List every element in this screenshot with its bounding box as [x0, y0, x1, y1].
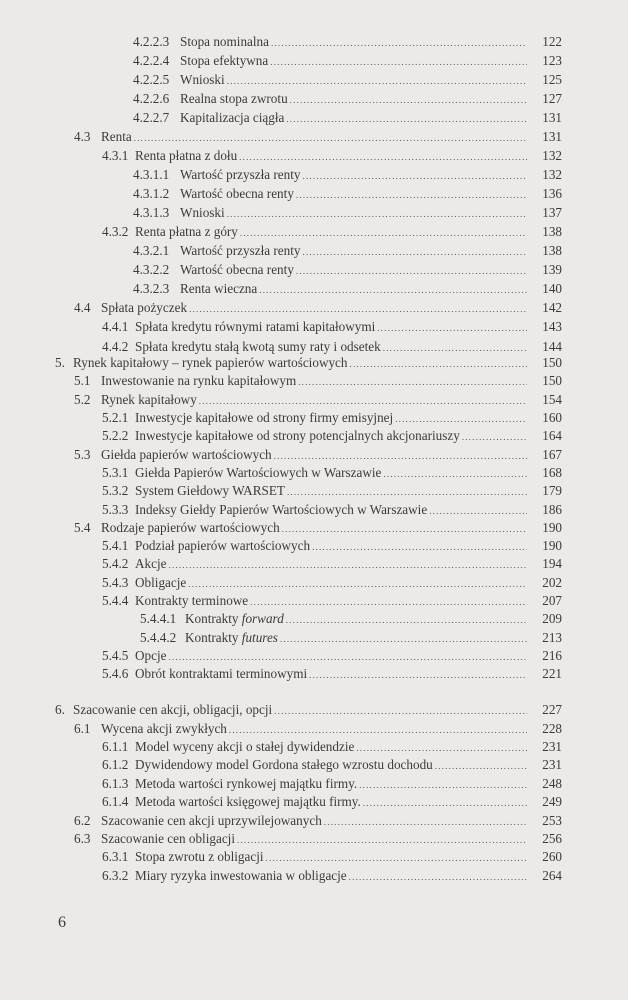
toc-entry	[0, 793, 628, 811]
toc-entry	[0, 409, 628, 427]
entry-title-text: Stopa nominalna	[180, 33, 270, 49]
entry-page: 167	[542, 446, 562, 462]
entry-title	[180, 243, 303, 259]
dot-leader	[282, 524, 527, 534]
toc-section-4-continued	[0, 32, 628, 356]
toc-section-6	[0, 701, 628, 885]
entry-number: 5.1	[74, 373, 91, 389]
toc-entry	[0, 318, 628, 337]
entry-title-text: Podział papierów wartościowych	[135, 538, 311, 554]
entry-number: 4.3.2.1	[133, 243, 170, 259]
entry-page: 160	[542, 410, 562, 426]
entry-page: 136	[542, 186, 562, 202]
toc-entry	[0, 464, 628, 482]
entry-title-text: Realna stopa zwrotu	[180, 90, 288, 106]
entry-title	[73, 355, 350, 371]
entry-title-text: Szacowanie cen akcji uprzywilejowanych	[101, 812, 322, 828]
entry-number: 5.4.4.1	[140, 611, 177, 627]
dot-leader	[237, 835, 527, 845]
entry-title	[101, 447, 274, 463]
dot-leader	[303, 171, 527, 181]
entry-page: 231	[542, 757, 562, 773]
entry-number: 4.2.2.5	[133, 71, 170, 87]
entry-title	[101, 392, 199, 408]
entry-title-text: Kapitalizacja ciągła	[180, 109, 285, 125]
entry-title	[135, 502, 429, 518]
entry-page: 131	[542, 109, 562, 125]
dot-leader	[169, 560, 528, 570]
entry-title-text: Wartość przyszła renty	[180, 166, 301, 182]
entry-number: 4.4.2	[102, 338, 129, 354]
dot-leader	[169, 652, 528, 662]
page-number: 6	[58, 914, 66, 931]
dot-leader	[349, 872, 527, 882]
entry-page: 202	[542, 574, 562, 590]
toc-entry	[0, 848, 628, 866]
entry-title-text: System Giełdowy WARSET	[135, 483, 285, 499]
toc-entry	[0, 261, 628, 280]
toc-entry	[0, 537, 628, 555]
entry-title-text: Renta wieczna	[180, 281, 258, 297]
entry-number: 4.3.2.2	[133, 262, 170, 278]
entry-page: 132	[542, 147, 562, 163]
toc-entry	[0, 445, 628, 463]
entry-page: 140	[542, 281, 562, 297]
toc-entry	[0, 299, 628, 318]
entry-title-text: Obligacje	[135, 574, 187, 590]
toc-entry	[0, 574, 628, 592]
entry-page: 194	[542, 556, 562, 572]
entry-title	[135, 465, 383, 481]
dot-leader	[271, 38, 527, 48]
entry-page: 144	[542, 338, 562, 354]
entry-page: 190	[542, 519, 562, 535]
entry-page: 150	[542, 373, 562, 389]
entry-title-italic: forward	[241, 611, 284, 627]
entry-number: 4.3.1.2	[133, 186, 170, 202]
entry-title-text: Stopa zwrotu z obligacji	[135, 849, 264, 865]
entry-number: 5.3	[74, 446, 91, 462]
entry-title-text: Inwestycje kapitałowe od strony potencjalnych akcjonariuszy	[135, 428, 460, 444]
dot-leader	[383, 469, 527, 479]
entry-number: 6.2	[74, 812, 91, 828]
entry-title-text: Wnioski	[180, 71, 225, 87]
entry-page: 143	[542, 319, 562, 335]
toc-entry	[0, 830, 628, 848]
dot-leader	[227, 209, 527, 219]
toc-entry	[0, 701, 628, 719]
entry-page: 138	[542, 243, 562, 259]
dot-leader	[270, 57, 527, 67]
dot-leader	[298, 377, 527, 387]
entry-page: 227	[542, 702, 562, 718]
toc-entry	[0, 427, 628, 445]
entry-page: 137	[542, 205, 562, 221]
entry-title	[135, 648, 169, 664]
toc-entry	[0, 719, 628, 737]
entry-number: 5.4	[74, 519, 91, 535]
toc-entry	[0, 738, 628, 756]
entry-title-text: Miary ryzyka inwestowania w obligacje	[135, 867, 347, 883]
entry-title-text: Wnioski	[180, 205, 225, 221]
entry-title-text: Inwestowanie na rynku kapitałowym	[101, 373, 297, 389]
entry-title-text: Giełda Papierów Wartościowych w Warszawie	[135, 464, 382, 480]
entry-title-text: Spłata pożyczek	[101, 300, 188, 316]
dot-leader	[290, 95, 527, 105]
dot-leader	[350, 359, 527, 369]
entry-title-text: Opcje	[135, 647, 167, 663]
dot-leader	[189, 304, 527, 314]
entry-number: 5.4.6	[102, 666, 129, 682]
dot-leader	[188, 579, 527, 589]
entry-title	[180, 262, 296, 278]
entry-title-text: Kontrakty terminowe	[135, 593, 249, 608]
entry-number: 6.1.2	[102, 757, 129, 773]
toc-entry	[0, 32, 628, 51]
entry-title	[185, 630, 280, 646]
entry-number: 5.4.4.2	[140, 629, 177, 645]
entry-title	[135, 776, 359, 792]
entry-title-text: Szacowanie cen obligacji	[101, 830, 236, 846]
entry-number: 4.4	[74, 300, 91, 316]
entry-page: 264	[542, 867, 562, 883]
entry-title-text: Rodzaje papierów wartościowych	[101, 519, 280, 535]
toc-entry	[0, 165, 628, 184]
entry-number: 5.4.3	[102, 574, 129, 590]
entry-title	[135, 148, 239, 164]
entry-title	[180, 281, 259, 297]
entry-title	[101, 300, 189, 316]
entry-page: 132	[542, 166, 562, 182]
entry-number: 5.2	[74, 391, 91, 407]
entry-number: 4.4.1	[102, 319, 129, 335]
toc-entry	[0, 127, 628, 146]
entry-title	[135, 319, 377, 335]
dot-leader	[286, 114, 527, 124]
entry-number: 6.	[55, 702, 65, 718]
dot-leader	[359, 780, 527, 790]
entry-title	[135, 428, 462, 444]
dot-leader	[324, 817, 527, 827]
toc-entry	[0, 146, 628, 165]
entry-page: 249	[542, 794, 562, 810]
entry-title	[135, 757, 435, 773]
entry-page: 228	[542, 720, 562, 736]
dot-leader	[363, 798, 527, 808]
entry-number: 6.1.4	[102, 794, 129, 810]
entry-title	[135, 868, 349, 884]
toc-entry	[0, 610, 628, 628]
entry-title-text: Wartość przyszła renty	[180, 243, 301, 259]
entry-number: 4.2.2.3	[133, 33, 170, 49]
entry-title	[135, 339, 383, 355]
entry-title	[180, 205, 227, 221]
toc-entry	[0, 185, 628, 204]
entry-number: 6.1.1	[102, 738, 129, 754]
entry-title-text: Rynek kapitałowy – rynek papierów wartościowych	[73, 355, 348, 371]
toc-entry	[0, 775, 628, 793]
toc-entry	[0, 108, 628, 127]
toc-entry	[0, 665, 628, 683]
dot-leader	[239, 152, 527, 162]
entry-page: 179	[542, 483, 562, 499]
entry-number: 5.4.5	[102, 647, 129, 663]
entry-title-text: Spłata kredytu równymi ratami kapitałowymi	[135, 319, 376, 335]
entry-title-text: Metoda wartości księgowej majątku firmy.	[135, 794, 361, 810]
dot-leader	[199, 396, 527, 406]
entry-page: 190	[542, 538, 562, 554]
entry-page: 209	[542, 611, 562, 627]
entry-number: 4.2.2.6	[133, 90, 170, 106]
entry-title-text: Indeksy Giełdy Papierów Wartościowych w Warszawie	[135, 501, 428, 517]
dot-leader	[296, 266, 527, 276]
entry-number: 4.3.1.3	[133, 205, 170, 221]
toc-entry	[0, 647, 628, 665]
entry-number: 6.3.1	[102, 849, 129, 865]
entry-title	[180, 72, 227, 88]
entry-title-text: Szacowanie cen akcji, obligacji, opcji	[73, 702, 273, 718]
toc-entry	[0, 223, 628, 242]
dot-leader	[287, 487, 527, 497]
entry-number: 5.2.1	[102, 410, 129, 426]
entry-title	[135, 538, 312, 554]
entry-page: 216	[542, 647, 562, 663]
entry-title	[135, 739, 356, 755]
entry-title-text: Stopa efektywna	[180, 52, 269, 68]
entry-page: 231	[542, 738, 562, 754]
entry-page: 256	[542, 830, 562, 846]
toc-entry	[0, 70, 628, 89]
toc-entry	[0, 628, 628, 646]
entry-title-text: Renta	[101, 128, 132, 144]
toc-entry	[0, 51, 628, 70]
entry-page: 260	[542, 849, 562, 865]
entry-page: 122	[542, 33, 562, 49]
entry-number: 5.3.3	[102, 501, 129, 517]
entry-page: 127	[542, 90, 562, 106]
entry-title	[180, 167, 303, 183]
entry-number: 5.	[55, 355, 65, 371]
entry-title	[135, 575, 188, 591]
entry-title-text: Akcje	[135, 556, 167, 572]
entry-title	[135, 224, 240, 240]
dot-leader	[266, 853, 527, 863]
entry-page: 221	[542, 666, 562, 682]
entry-page: 150	[542, 355, 562, 371]
entry-number: 4.3	[74, 128, 91, 144]
entry-title	[101, 129, 134, 145]
entry-number: 4.3.2.3	[133, 281, 170, 297]
entry-number: 6.1	[74, 720, 91, 736]
dot-leader	[303, 247, 527, 257]
toc-entry	[0, 500, 628, 518]
entry-title	[185, 611, 286, 627]
toc-entry	[0, 204, 628, 223]
toc-entry	[0, 391, 628, 409]
entry-page: 186	[542, 501, 562, 517]
entry-number: 4.3.1.1	[133, 166, 170, 182]
dot-leader	[435, 761, 527, 771]
entry-title	[180, 186, 296, 202]
entry-title-text: Renta płatna z dołu	[135, 147, 238, 163]
entry-title	[135, 556, 169, 572]
entry-page: 138	[542, 224, 562, 240]
toc-entry	[0, 482, 628, 500]
dot-leader	[240, 228, 527, 238]
dot-leader	[309, 670, 527, 680]
entry-title-text: Model wyceny akcji o stałej dywidendzie	[135, 738, 355, 754]
entry-title	[101, 520, 282, 536]
toc-entry	[0, 354, 628, 372]
entry-title-text: Inwestycje kapitałowe od strony firmy emisyjnej	[135, 410, 394, 426]
entry-title	[73, 702, 274, 718]
toc-entry	[0, 242, 628, 261]
entry-title	[135, 666, 309, 682]
dot-leader	[383, 343, 527, 353]
entry-page: 213	[542, 629, 562, 645]
entry-title	[180, 53, 270, 69]
dot-leader	[395, 414, 527, 424]
dot-leader	[227, 76, 527, 86]
dot-leader	[429, 506, 527, 516]
entry-number: 4.3.1	[102, 147, 129, 163]
entry-title-text: Wartość obecna renty	[180, 262, 294, 278]
entry-title	[101, 721, 229, 737]
dot-leader	[259, 285, 527, 295]
entry-title-text: Obrót kontraktami terminowymi	[135, 666, 308, 682]
entry-number: 5.4.1	[102, 538, 129, 554]
entry-title-text: Renta płatna z góry	[135, 224, 238, 240]
entry-title	[135, 593, 250, 609]
toc-entry	[0, 811, 628, 829]
entry-title	[135, 849, 266, 865]
entry-page: 123	[542, 52, 562, 68]
toc-entry	[0, 89, 628, 108]
entry-number: 5.3.2	[102, 483, 129, 499]
toc-entry	[0, 756, 628, 774]
dot-leader	[280, 634, 527, 644]
toc-entry	[0, 519, 628, 537]
entry-page: 125	[542, 71, 562, 87]
entry-title-text: Wycena akcji zwykłych	[101, 720, 227, 736]
entry-number: 5.4.2	[102, 556, 129, 572]
entry-number: 4.2.2.4	[133, 52, 170, 68]
entry-title-text: Wartość obecna renty	[180, 186, 294, 202]
entry-title	[180, 110, 286, 126]
entry-number: 6.3	[74, 830, 91, 846]
toc-entry	[0, 592, 628, 610]
dot-leader	[229, 725, 527, 735]
entry-number: 6.1.3	[102, 775, 129, 791]
entry-title-text: Giełda papierów wartościowych	[101, 446, 272, 462]
entry-number: 4.2.2.7	[133, 109, 170, 125]
entry-title-text: Spłata kredytu stałą kwotą sumy raty i odsetek	[135, 338, 381, 354]
dot-leader	[274, 451, 527, 461]
toc-entry	[0, 280, 628, 299]
entry-page: 164	[542, 428, 562, 444]
toc-entry	[0, 867, 628, 885]
entry-page: 142	[542, 300, 562, 316]
entry-title	[180, 91, 290, 107]
entry-page: 131	[542, 128, 562, 144]
entry-number: 5.3.1	[102, 464, 129, 480]
entry-title	[101, 813, 324, 829]
dot-leader	[134, 133, 527, 143]
dot-leader	[462, 432, 527, 442]
dot-leader	[377, 323, 527, 333]
entry-title-text: Kontrakty	[185, 629, 242, 645]
entry-number: 6.3.2	[102, 867, 129, 883]
dot-leader	[356, 743, 527, 753]
toc-entry	[0, 555, 628, 573]
entry-page: 248	[542, 775, 562, 791]
entry-page: 139	[542, 262, 562, 278]
entry-title	[135, 410, 395, 426]
dot-leader	[312, 542, 527, 552]
entry-title	[135, 483, 287, 499]
entry-number: 5.4.4	[102, 593, 129, 608]
dot-leader	[274, 706, 527, 716]
entry-page: 207	[542, 593, 562, 608]
entry-title	[101, 373, 298, 389]
entry-number: 5.2.2	[102, 428, 129, 444]
entry-title-text: Rynek kapitałowy	[101, 391, 197, 407]
entry-title	[101, 831, 237, 847]
entry-title-text: Metoda wartości rynkowej majątku firmy.	[135, 775, 358, 791]
dot-leader	[250, 597, 527, 607]
entry-page: 168	[542, 464, 562, 480]
dot-leader	[296, 190, 527, 200]
entry-title	[180, 34, 271, 50]
toc-entry	[0, 372, 628, 390]
entry-title-italic: futures	[241, 629, 278, 645]
dot-leader	[286, 615, 527, 625]
entry-page: 154	[542, 391, 562, 407]
entry-title-text: Dywidendowy model Gordona stałego wzrostu dochodu	[135, 757, 433, 773]
entry-page: 253	[542, 812, 562, 828]
toc-section-5	[0, 354, 628, 683]
entry-number: 4.3.2	[102, 224, 129, 240]
entry-title	[135, 794, 363, 810]
entry-title-text: Kontrakty	[185, 611, 242, 627]
